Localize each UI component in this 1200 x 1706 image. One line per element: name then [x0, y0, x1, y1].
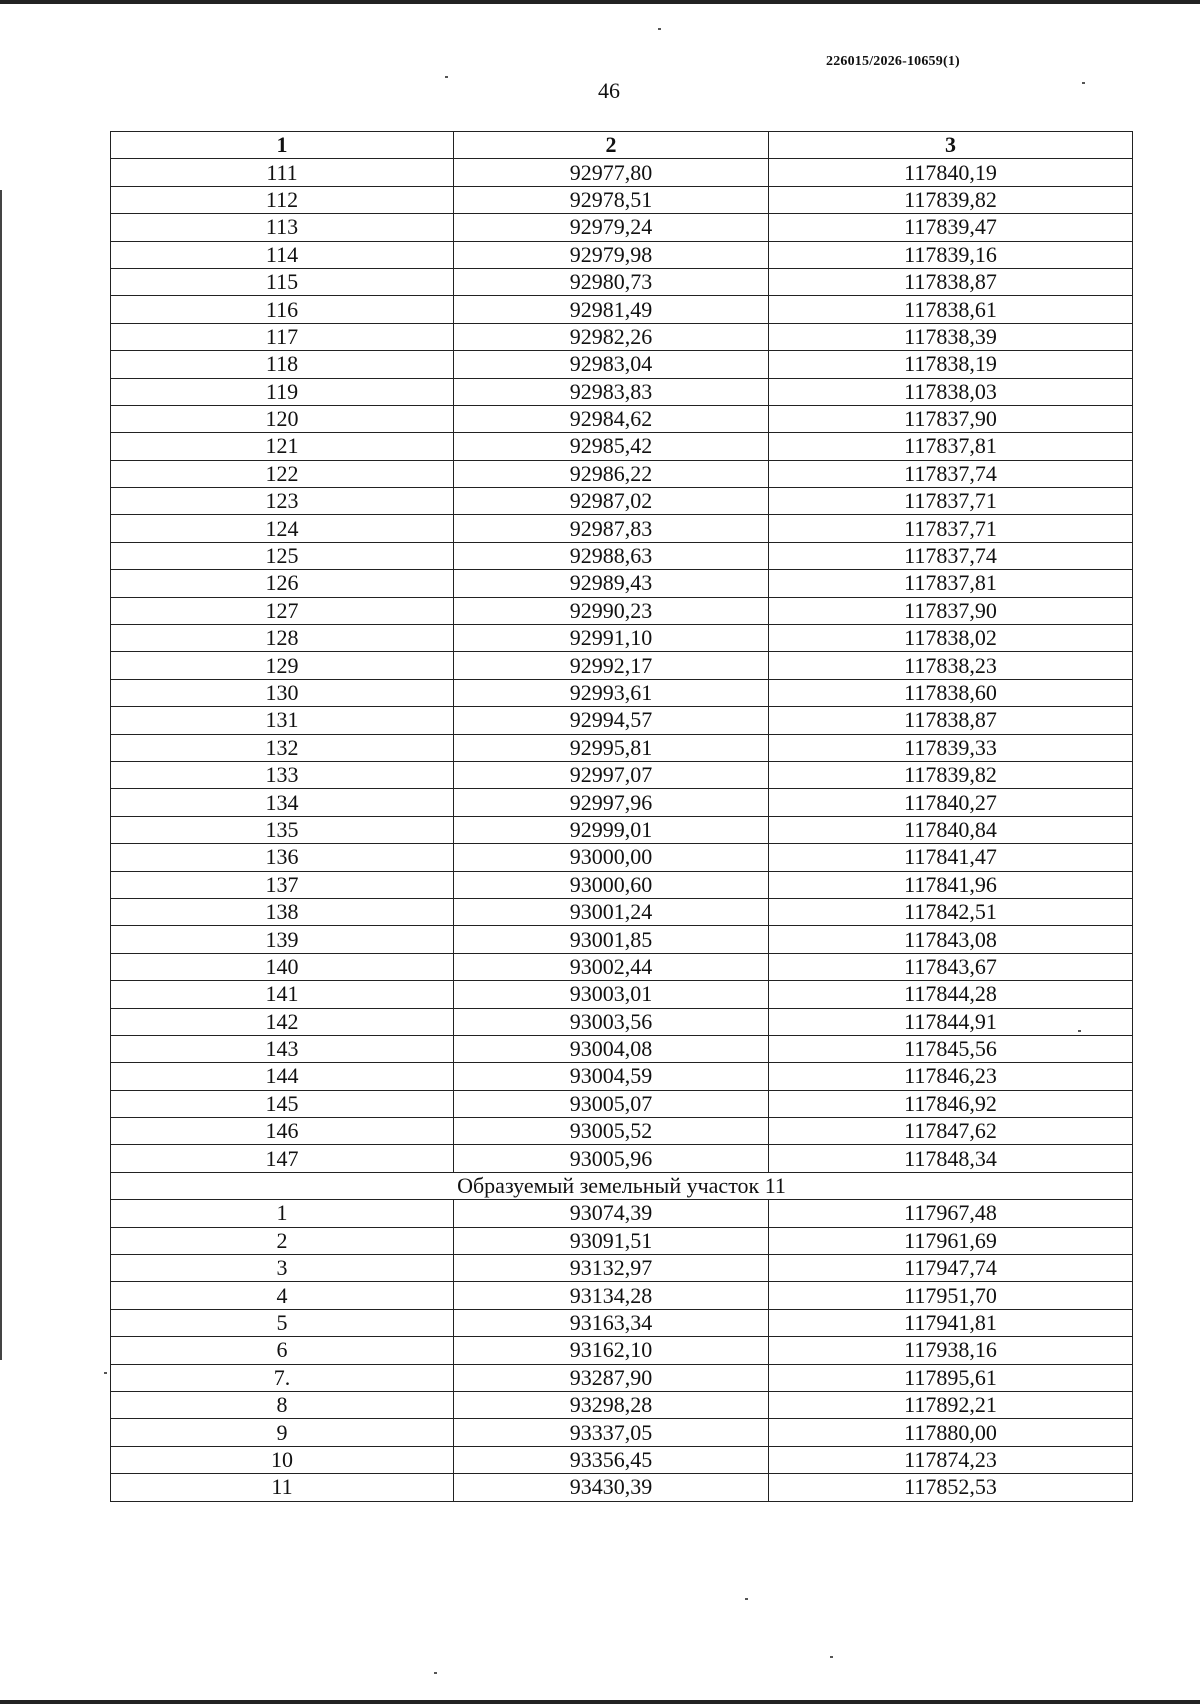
point-number-cell: 136 — [111, 844, 454, 871]
point-number-cell: 118 — [111, 351, 454, 378]
table-row — [111, 542, 1133, 569]
coordinate-x-cell: 93001,24 — [454, 898, 769, 925]
coordinate-x-cell: 92987,83 — [454, 515, 769, 542]
coordinate-x-cell: 93162,10 — [454, 1337, 769, 1364]
coordinate-x-cell: 93287,90 — [454, 1364, 769, 1391]
table-row — [111, 1035, 1133, 1062]
table-row — [111, 1200, 1133, 1227]
table-row — [111, 1282, 1133, 1309]
table-row — [111, 241, 1133, 268]
coordinate-x-cell: 93000,00 — [454, 844, 769, 871]
coordinate-y-cell: 117951,70 — [769, 1282, 1133, 1309]
scan-speck — [1078, 1030, 1081, 1032]
point-number-cell: 11 — [111, 1474, 454, 1501]
scan-top-border — [0, 0, 1200, 4]
coordinate-x-cell: 92988,63 — [454, 542, 769, 569]
coordinate-y-cell: 117841,96 — [769, 871, 1133, 898]
scan-speck — [434, 1672, 437, 1674]
coordinate-y-cell: 117840,84 — [769, 816, 1133, 843]
table-row — [111, 1309, 1133, 1336]
point-number-cell: 138 — [111, 898, 454, 925]
table-row — [111, 1474, 1133, 1501]
table-row — [111, 515, 1133, 542]
point-number-cell: 3 — [111, 1255, 454, 1282]
point-number-cell: 114 — [111, 241, 454, 268]
page-number: 46 — [598, 78, 620, 103]
point-number-cell: 111 — [111, 159, 454, 186]
coordinate-x-cell: 93337,05 — [454, 1419, 769, 1446]
coordinate-x-cell: 92991,10 — [454, 625, 769, 652]
scan-speck — [745, 1598, 748, 1600]
table-row — [111, 1145, 1133, 1172]
table-row — [111, 981, 1133, 1008]
table-row — [111, 1118, 1133, 1145]
scan-speck — [104, 1372, 107, 1374]
table-header-row — [111, 132, 1133, 159]
header-col-2: 2 — [454, 132, 769, 159]
coordinate-y-cell: 117848,34 — [769, 1145, 1133, 1172]
header-col-3: 3 — [769, 132, 1133, 159]
coordinate-y-cell: 117837,71 — [769, 515, 1133, 542]
table-row — [111, 1337, 1133, 1364]
table-row — [111, 844, 1133, 871]
point-number-cell: 124 — [111, 515, 454, 542]
coordinate-y-cell: 117846,23 — [769, 1063, 1133, 1090]
coordinate-y-cell: 117838,39 — [769, 323, 1133, 350]
coordinate-y-cell: 117938,16 — [769, 1337, 1133, 1364]
point-number-cell: 125 — [111, 542, 454, 569]
coordinate-y-cell: 117947,74 — [769, 1255, 1133, 1282]
coordinate-x-cell: 93298,28 — [454, 1391, 769, 1418]
table-row — [111, 570, 1133, 597]
point-number-cell: 126 — [111, 570, 454, 597]
coordinate-y-cell: 117838,87 — [769, 707, 1133, 734]
coordinate-y-cell: 117838,87 — [769, 268, 1133, 295]
coordinate-x-cell: 93163,34 — [454, 1309, 769, 1336]
coordinate-y-cell: 117837,71 — [769, 488, 1133, 515]
table-row — [111, 433, 1133, 460]
coordinate-y-cell: 117846,92 — [769, 1090, 1133, 1117]
table-row — [111, 625, 1133, 652]
coordinate-x-cell: 92983,04 — [454, 351, 769, 378]
point-number-cell: 119 — [111, 378, 454, 405]
coordinate-x-cell: 92997,96 — [454, 789, 769, 816]
coordinate-x-cell: 92993,61 — [454, 679, 769, 706]
table-row — [111, 1419, 1133, 1446]
coordinate-x-cell: 93134,28 — [454, 1282, 769, 1309]
point-number-cell: 8 — [111, 1391, 454, 1418]
table-row — [111, 159, 1133, 186]
point-number-cell: 115 — [111, 268, 454, 295]
point-number-cell: 140 — [111, 953, 454, 980]
table-row — [111, 1364, 1133, 1391]
scan-speck — [830, 1656, 833, 1658]
point-number-cell: 120 — [111, 405, 454, 432]
point-number-cell: 117 — [111, 323, 454, 350]
coordinate-x-cell: 92979,24 — [454, 214, 769, 241]
coordinate-y-cell: 117837,81 — [769, 570, 1133, 597]
point-number-cell: 10 — [111, 1446, 454, 1473]
coordinate-x-cell: 93356,45 — [454, 1446, 769, 1473]
coordinate-x-cell: 93000,60 — [454, 871, 769, 898]
scan-speck — [1082, 82, 1085, 84]
coordinate-y-cell: 117892,21 — [769, 1391, 1133, 1418]
point-number-cell: 146 — [111, 1118, 454, 1145]
coordinate-y-cell: 117838,19 — [769, 351, 1133, 378]
point-number-cell: 144 — [111, 1063, 454, 1090]
point-number-cell: 113 — [111, 214, 454, 241]
coordinate-x-cell: 92997,07 — [454, 761, 769, 788]
table-row — [111, 816, 1133, 843]
coordinate-y-cell: 117843,67 — [769, 953, 1133, 980]
coordinate-y-cell: 117967,48 — [769, 1200, 1133, 1227]
table-body-part2 — [111, 1200, 1133, 1501]
table-row — [111, 652, 1133, 679]
point-number-cell: 135 — [111, 816, 454, 843]
coordinate-y-cell: 117838,60 — [769, 679, 1133, 706]
section-title-row — [111, 1172, 1133, 1199]
coordinate-x-cell: 92984,62 — [454, 405, 769, 432]
coordinate-y-cell: 117844,28 — [769, 981, 1133, 1008]
coordinate-y-cell: 117839,33 — [769, 734, 1133, 761]
point-number-cell: 142 — [111, 1008, 454, 1035]
table-row — [111, 679, 1133, 706]
coordinate-y-cell: 117852,53 — [769, 1474, 1133, 1501]
document-id: 226015/2026-10659(1) — [826, 54, 960, 69]
coordinate-y-cell: 117838,61 — [769, 296, 1133, 323]
coordinate-y-cell: 117847,62 — [769, 1118, 1133, 1145]
coordinate-x-cell: 93005,52 — [454, 1118, 769, 1145]
table-row — [111, 323, 1133, 350]
point-number-cell: 128 — [111, 625, 454, 652]
point-number-cell: 9 — [111, 1419, 454, 1446]
coordinate-y-cell: 117838,23 — [769, 652, 1133, 679]
coordinate-y-cell: 117843,08 — [769, 926, 1133, 953]
table-row — [111, 1008, 1133, 1035]
table-row — [111, 214, 1133, 241]
coordinate-x-cell: 92992,17 — [454, 652, 769, 679]
point-number-cell: 147 — [111, 1145, 454, 1172]
coordinate-x-cell: 93430,39 — [454, 1474, 769, 1501]
coordinate-y-cell: 117839,47 — [769, 214, 1133, 241]
coordinate-x-cell: 93002,44 — [454, 953, 769, 980]
header-col-1: 1 — [111, 132, 454, 159]
point-number-cell: 134 — [111, 789, 454, 816]
coordinate-x-cell: 92977,80 — [454, 159, 769, 186]
table-row — [111, 898, 1133, 925]
coordinate-y-cell: 117837,81 — [769, 433, 1133, 460]
table-row — [111, 926, 1133, 953]
coordinate-y-cell: 117839,16 — [769, 241, 1133, 268]
table-row — [111, 1446, 1133, 1473]
section-title: Образуемый земельный участок 11 — [111, 1172, 1133, 1199]
point-number-cell: 122 — [111, 460, 454, 487]
coordinate-x-cell: 92980,73 — [454, 268, 769, 295]
table-row — [111, 405, 1133, 432]
point-number-cell: 131 — [111, 707, 454, 734]
table-row — [111, 351, 1133, 378]
table-row — [111, 378, 1133, 405]
scan-speck — [658, 28, 661, 30]
point-number-cell: 4 — [111, 1282, 454, 1309]
coordinate-x-cell: 93005,07 — [454, 1090, 769, 1117]
coordinate-x-cell: 92983,83 — [454, 378, 769, 405]
coordinate-y-cell: 117839,82 — [769, 761, 1133, 788]
coordinate-x-cell: 92990,23 — [454, 597, 769, 624]
table-row — [111, 1063, 1133, 1090]
table-row — [111, 488, 1133, 515]
point-number-cell: 141 — [111, 981, 454, 1008]
coordinate-y-cell: 117840,19 — [769, 159, 1133, 186]
coordinate-x-cell: 93091,51 — [454, 1227, 769, 1254]
coordinate-x-cell: 93074,39 — [454, 1200, 769, 1227]
coordinate-y-cell: 117844,91 — [769, 1008, 1133, 1035]
table-body-part1 — [111, 159, 1133, 1172]
table-row — [111, 789, 1133, 816]
coordinate-x-cell: 92999,01 — [454, 816, 769, 843]
point-number-cell: 139 — [111, 926, 454, 953]
coordinate-x-cell: 92985,42 — [454, 433, 769, 460]
point-number-cell: 121 — [111, 433, 454, 460]
table-row — [111, 460, 1133, 487]
scan-bottom-border — [0, 1700, 1200, 1704]
coordinate-y-cell: 117837,90 — [769, 405, 1133, 432]
coordinate-x-cell: 92995,81 — [454, 734, 769, 761]
coordinate-y-cell: 117838,02 — [769, 625, 1133, 652]
table-row — [111, 953, 1133, 980]
coordinate-y-cell: 117837,74 — [769, 460, 1133, 487]
table-row — [111, 186, 1133, 213]
coordinate-y-cell: 117839,82 — [769, 186, 1133, 213]
point-number-cell: 116 — [111, 296, 454, 323]
scan-speck — [445, 76, 448, 78]
table-row — [111, 871, 1133, 898]
coordinate-y-cell: 117845,56 — [769, 1035, 1133, 1062]
coordinates-table — [110, 131, 1133, 1502]
coordinate-y-cell: 117880,00 — [769, 1419, 1133, 1446]
point-number-cell: 127 — [111, 597, 454, 624]
coordinate-y-cell: 117838,03 — [769, 378, 1133, 405]
coordinate-y-cell: 117841,47 — [769, 844, 1133, 871]
coordinate-x-cell: 92986,22 — [454, 460, 769, 487]
point-number-cell: 132 — [111, 734, 454, 761]
coordinate-x-cell: 93001,85 — [454, 926, 769, 953]
coordinate-x-cell: 93003,56 — [454, 1008, 769, 1035]
point-number-cell: 129 — [111, 652, 454, 679]
coordinate-x-cell: 92981,49 — [454, 296, 769, 323]
scan-left-border — [0, 190, 2, 1360]
section-header — [111, 1172, 1133, 1199]
coordinate-x-cell: 92989,43 — [454, 570, 769, 597]
coordinate-x-cell: 92978,51 — [454, 186, 769, 213]
point-number-cell: 137 — [111, 871, 454, 898]
point-number-cell: 1 — [111, 1200, 454, 1227]
table-row — [111, 1391, 1133, 1418]
coordinate-y-cell: 117837,74 — [769, 542, 1133, 569]
table-row — [111, 761, 1133, 788]
coordinate-x-cell: 93003,01 — [454, 981, 769, 1008]
coordinate-y-cell: 117837,90 — [769, 597, 1133, 624]
coordinate-x-cell: 92982,26 — [454, 323, 769, 350]
table-row — [111, 734, 1133, 761]
coordinate-y-cell: 117840,27 — [769, 789, 1133, 816]
point-number-cell: 7. — [111, 1364, 454, 1391]
coordinate-y-cell: 117874,23 — [769, 1446, 1133, 1473]
table-row — [111, 1255, 1133, 1282]
table-row — [111, 1090, 1133, 1117]
coordinate-x-cell: 93004,08 — [454, 1035, 769, 1062]
point-number-cell: 123 — [111, 488, 454, 515]
coordinate-x-cell: 92979,98 — [454, 241, 769, 268]
table-row — [111, 296, 1133, 323]
point-number-cell: 145 — [111, 1090, 454, 1117]
coordinate-x-cell: 93132,97 — [454, 1255, 769, 1282]
table-row — [111, 597, 1133, 624]
point-number-cell: 2 — [111, 1227, 454, 1254]
coordinate-x-cell: 92987,02 — [454, 488, 769, 515]
point-number-cell: 5 — [111, 1309, 454, 1336]
point-number-cell: 6 — [111, 1337, 454, 1364]
table-row — [111, 707, 1133, 734]
coordinate-y-cell: 117842,51 — [769, 898, 1133, 925]
table-row — [111, 1227, 1133, 1254]
coordinate-y-cell: 117961,69 — [769, 1227, 1133, 1254]
coordinate-x-cell: 93005,96 — [454, 1145, 769, 1172]
point-number-cell: 112 — [111, 186, 454, 213]
coordinate-y-cell: 117941,81 — [769, 1309, 1133, 1336]
coordinate-y-cell: 117895,61 — [769, 1364, 1133, 1391]
point-number-cell: 130 — [111, 679, 454, 706]
coordinate-x-cell: 92994,57 — [454, 707, 769, 734]
table-row — [111, 268, 1133, 295]
point-number-cell: 143 — [111, 1035, 454, 1062]
point-number-cell: 133 — [111, 761, 454, 788]
coordinate-x-cell: 93004,59 — [454, 1063, 769, 1090]
